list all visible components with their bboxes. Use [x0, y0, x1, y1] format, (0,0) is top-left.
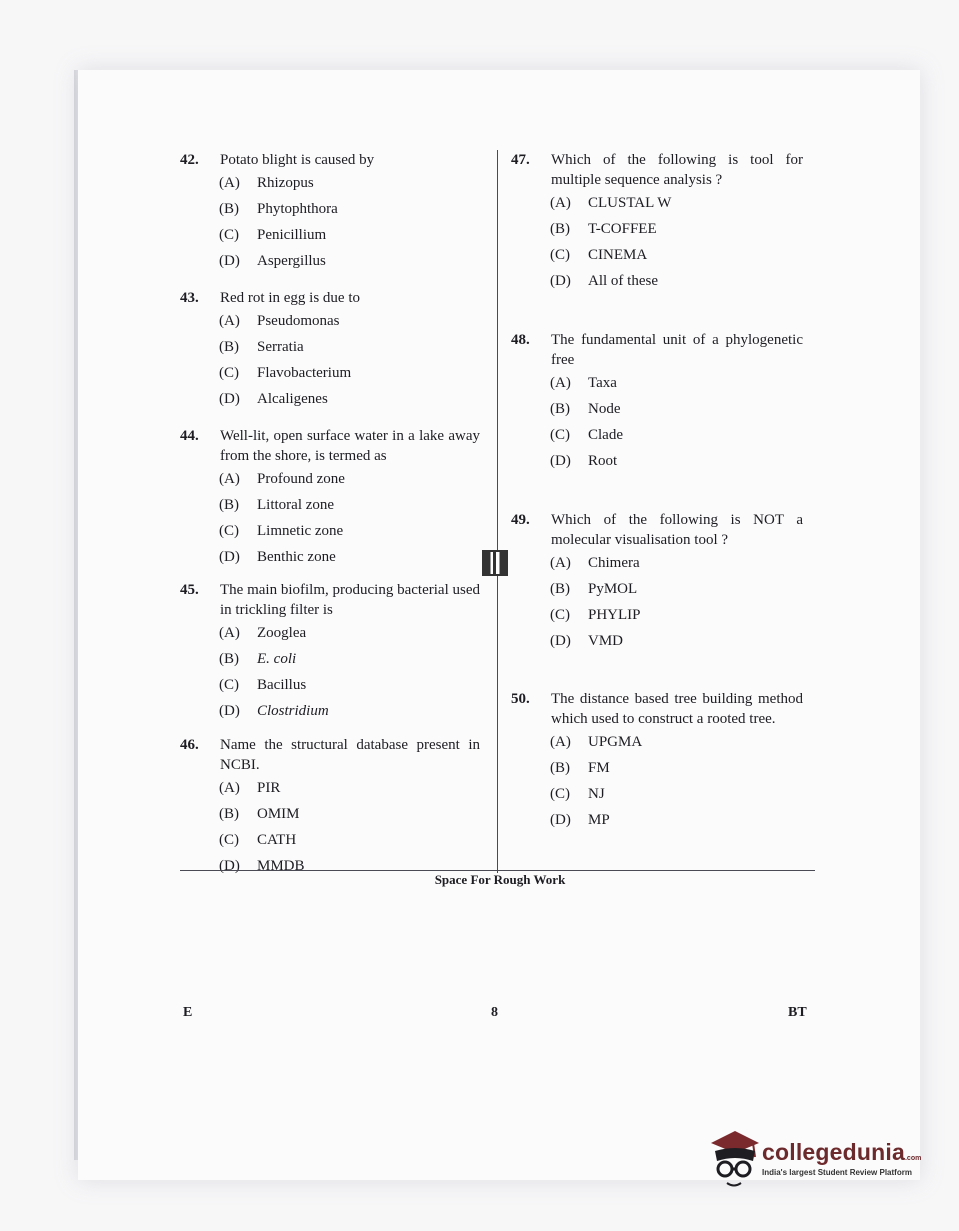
question-number: 49. [511, 512, 530, 528]
option-a [219, 620, 480, 646]
option-a [219, 170, 480, 196]
option-d [219, 544, 480, 570]
option-label: (C) [550, 426, 570, 443]
question-42 [180, 150, 480, 274]
option-text: Chimera [588, 554, 640, 571]
option-text: Taxa [588, 374, 617, 391]
option-a [550, 550, 803, 576]
option-label: (C) [550, 246, 570, 263]
question-number: 44. [180, 428, 199, 444]
option-label: (A) [219, 624, 240, 641]
qr-code-icon [482, 550, 508, 576]
option-d [550, 448, 803, 474]
option-a [219, 308, 480, 334]
logo-text [762, 1139, 921, 1177]
question-48 [511, 330, 803, 474]
option-text: Bacillus [257, 676, 307, 693]
option-text: PIR [257, 779, 281, 796]
question-number: 50. [511, 691, 530, 707]
option-label: (B) [219, 200, 239, 217]
option-label: (D) [550, 452, 571, 469]
option-text: Serratia [257, 338, 304, 355]
option-text: Clostridium [257, 702, 329, 719]
question-number: 45. [180, 582, 199, 598]
option-b [550, 396, 803, 422]
question-text: The distance based tree building method which used to construct a rooted tree. [551, 691, 803, 727]
option-label: (A) [550, 194, 571, 211]
option-text: VMD [588, 632, 624, 649]
rough-work-label: Space For Rough Work [434, 872, 566, 887]
question-text: Name the structural database present in NCBI. [220, 737, 480, 773]
question-43 [180, 288, 480, 412]
option-a [550, 190, 803, 216]
option-text: Limnetic zone [257, 522, 344, 539]
option-b [550, 216, 803, 242]
question-text: Potato blight is caused by [220, 152, 375, 168]
option-label: (B) [550, 400, 570, 417]
question-44 [180, 426, 480, 570]
option-text: Pseudomonas [257, 312, 340, 329]
option-b [219, 492, 480, 518]
option-text: MMDB [257, 857, 305, 874]
option-text: Zooglea [257, 624, 307, 641]
logo-suffix: .com [904, 1155, 922, 1162]
option-label: (B) [219, 805, 239, 822]
option-b [219, 646, 480, 672]
option-c [219, 518, 480, 544]
collegedunia-logo [705, 1125, 935, 1195]
option-label: (B) [219, 338, 239, 355]
option-label: (C) [219, 831, 239, 848]
option-label: (A) [550, 733, 571, 750]
option-label: (D) [550, 811, 571, 828]
option-text: Littoral zone [257, 496, 335, 513]
option-text: OMIM [257, 805, 300, 822]
question-50 [511, 689, 803, 833]
option-text: MP [588, 811, 610, 828]
option-label: (A) [550, 554, 571, 571]
option-text: Phytophthora [257, 200, 338, 217]
option-b [550, 755, 803, 781]
logo-tagline: India's largest Student Review Platform [762, 1168, 912, 1177]
option-label: (C) [219, 226, 239, 243]
option-b [219, 334, 480, 360]
option-label: (D) [219, 548, 240, 565]
question-46 [180, 735, 480, 879]
option-text: Aspergillus [257, 252, 326, 269]
option-text: NJ [588, 785, 605, 802]
option-c [550, 781, 803, 807]
option-d [219, 698, 480, 724]
option-label: (C) [219, 364, 239, 381]
option-text: E. coli [257, 650, 297, 667]
option-a [219, 466, 480, 492]
question-number: 46. [180, 737, 199, 753]
option-label: (B) [219, 496, 239, 513]
option-c [219, 672, 480, 698]
option-a [550, 729, 803, 755]
option-d [219, 248, 480, 274]
option-label: (A) [219, 174, 240, 191]
option-c [550, 602, 803, 628]
option-text: Clade [588, 426, 623, 443]
option-c [550, 422, 803, 448]
option-text: CLUSTAL W [588, 194, 672, 211]
option-label: (D) [219, 252, 240, 269]
option-text: Profound zone [257, 470, 345, 487]
option-b [219, 801, 480, 827]
logo-name: collegedunia [762, 1139, 905, 1165]
option-text: Benthic zone [257, 548, 336, 565]
option-label: (C) [550, 606, 570, 623]
option-text: All of these [588, 272, 658, 289]
question-47 [511, 150, 803, 294]
question-text: Which of the following is tool for multiple sequence analysis ? [551, 152, 803, 188]
option-d [550, 807, 803, 833]
footer-subject-code: BT [788, 1005, 807, 1020]
question-number: 42. [180, 152, 199, 168]
option-text: UPGMA [588, 733, 643, 750]
option-label: (B) [550, 759, 570, 776]
option-text: Root [588, 452, 618, 469]
option-text: Node [588, 400, 621, 417]
question-number: 47. [511, 152, 530, 168]
option-c [219, 360, 480, 386]
option-text: CATH [257, 831, 297, 848]
option-text: FM [588, 759, 610, 776]
option-label: (D) [219, 390, 240, 407]
question-text: Which of the following is NOT a molecular visualisation tool ? [551, 512, 803, 548]
option-text: Rhizopus [257, 174, 314, 191]
option-label: (B) [550, 220, 570, 237]
option-label: (D) [550, 632, 571, 649]
question-number: 43. [180, 290, 199, 306]
option-label: (A) [219, 470, 240, 487]
option-label: (A) [550, 374, 571, 391]
option-label: (A) [219, 779, 240, 796]
option-c [550, 242, 803, 268]
option-text: T-COFFEE [588, 220, 657, 237]
graduate-mascot-icon [705, 1125, 763, 1195]
question-text: Well-lit, open surface water in a lake away from the shore, is termed as [220, 428, 480, 464]
option-a [219, 775, 480, 801]
option-label: (A) [219, 312, 240, 329]
option-text: Flavobacterium [257, 364, 352, 381]
option-text: PyMOL [588, 580, 638, 597]
option-c [219, 827, 480, 853]
option-b [550, 576, 803, 602]
option-text: Penicillium [257, 226, 327, 243]
option-b [219, 196, 480, 222]
question-45 [180, 580, 480, 724]
option-text: PHYLIP [588, 606, 641, 623]
footer-set-code: E [183, 1005, 193, 1020]
question-text: Red rot in egg is due to [220, 290, 360, 306]
option-label: (D) [219, 702, 240, 719]
option-label: (B) [550, 580, 570, 597]
option-text: Alcaligenes [257, 390, 328, 407]
option-label: (D) [219, 857, 240, 874]
option-label: (B) [219, 650, 239, 667]
option-c [219, 222, 480, 248]
option-label: (D) [550, 272, 571, 289]
question-text: The fundamental unit of a phylogenetic free [551, 332, 803, 368]
option-text: CINEMA [588, 246, 648, 263]
question-49 [511, 510, 803, 654]
question-number: 48. [511, 332, 530, 348]
question-text: The main biofilm, producing bacterial used in trickling filter is [220, 582, 480, 618]
option-d [550, 268, 803, 294]
option-d [219, 386, 480, 412]
option-label: (C) [219, 676, 239, 693]
footer-page-number: 8 [491, 1005, 498, 1020]
option-label: (C) [219, 522, 239, 539]
option-d [550, 628, 803, 654]
option-label: (C) [550, 785, 570, 802]
column-divider [497, 150, 498, 873]
rough-work-divider [180, 870, 815, 871]
option-a [550, 370, 803, 396]
